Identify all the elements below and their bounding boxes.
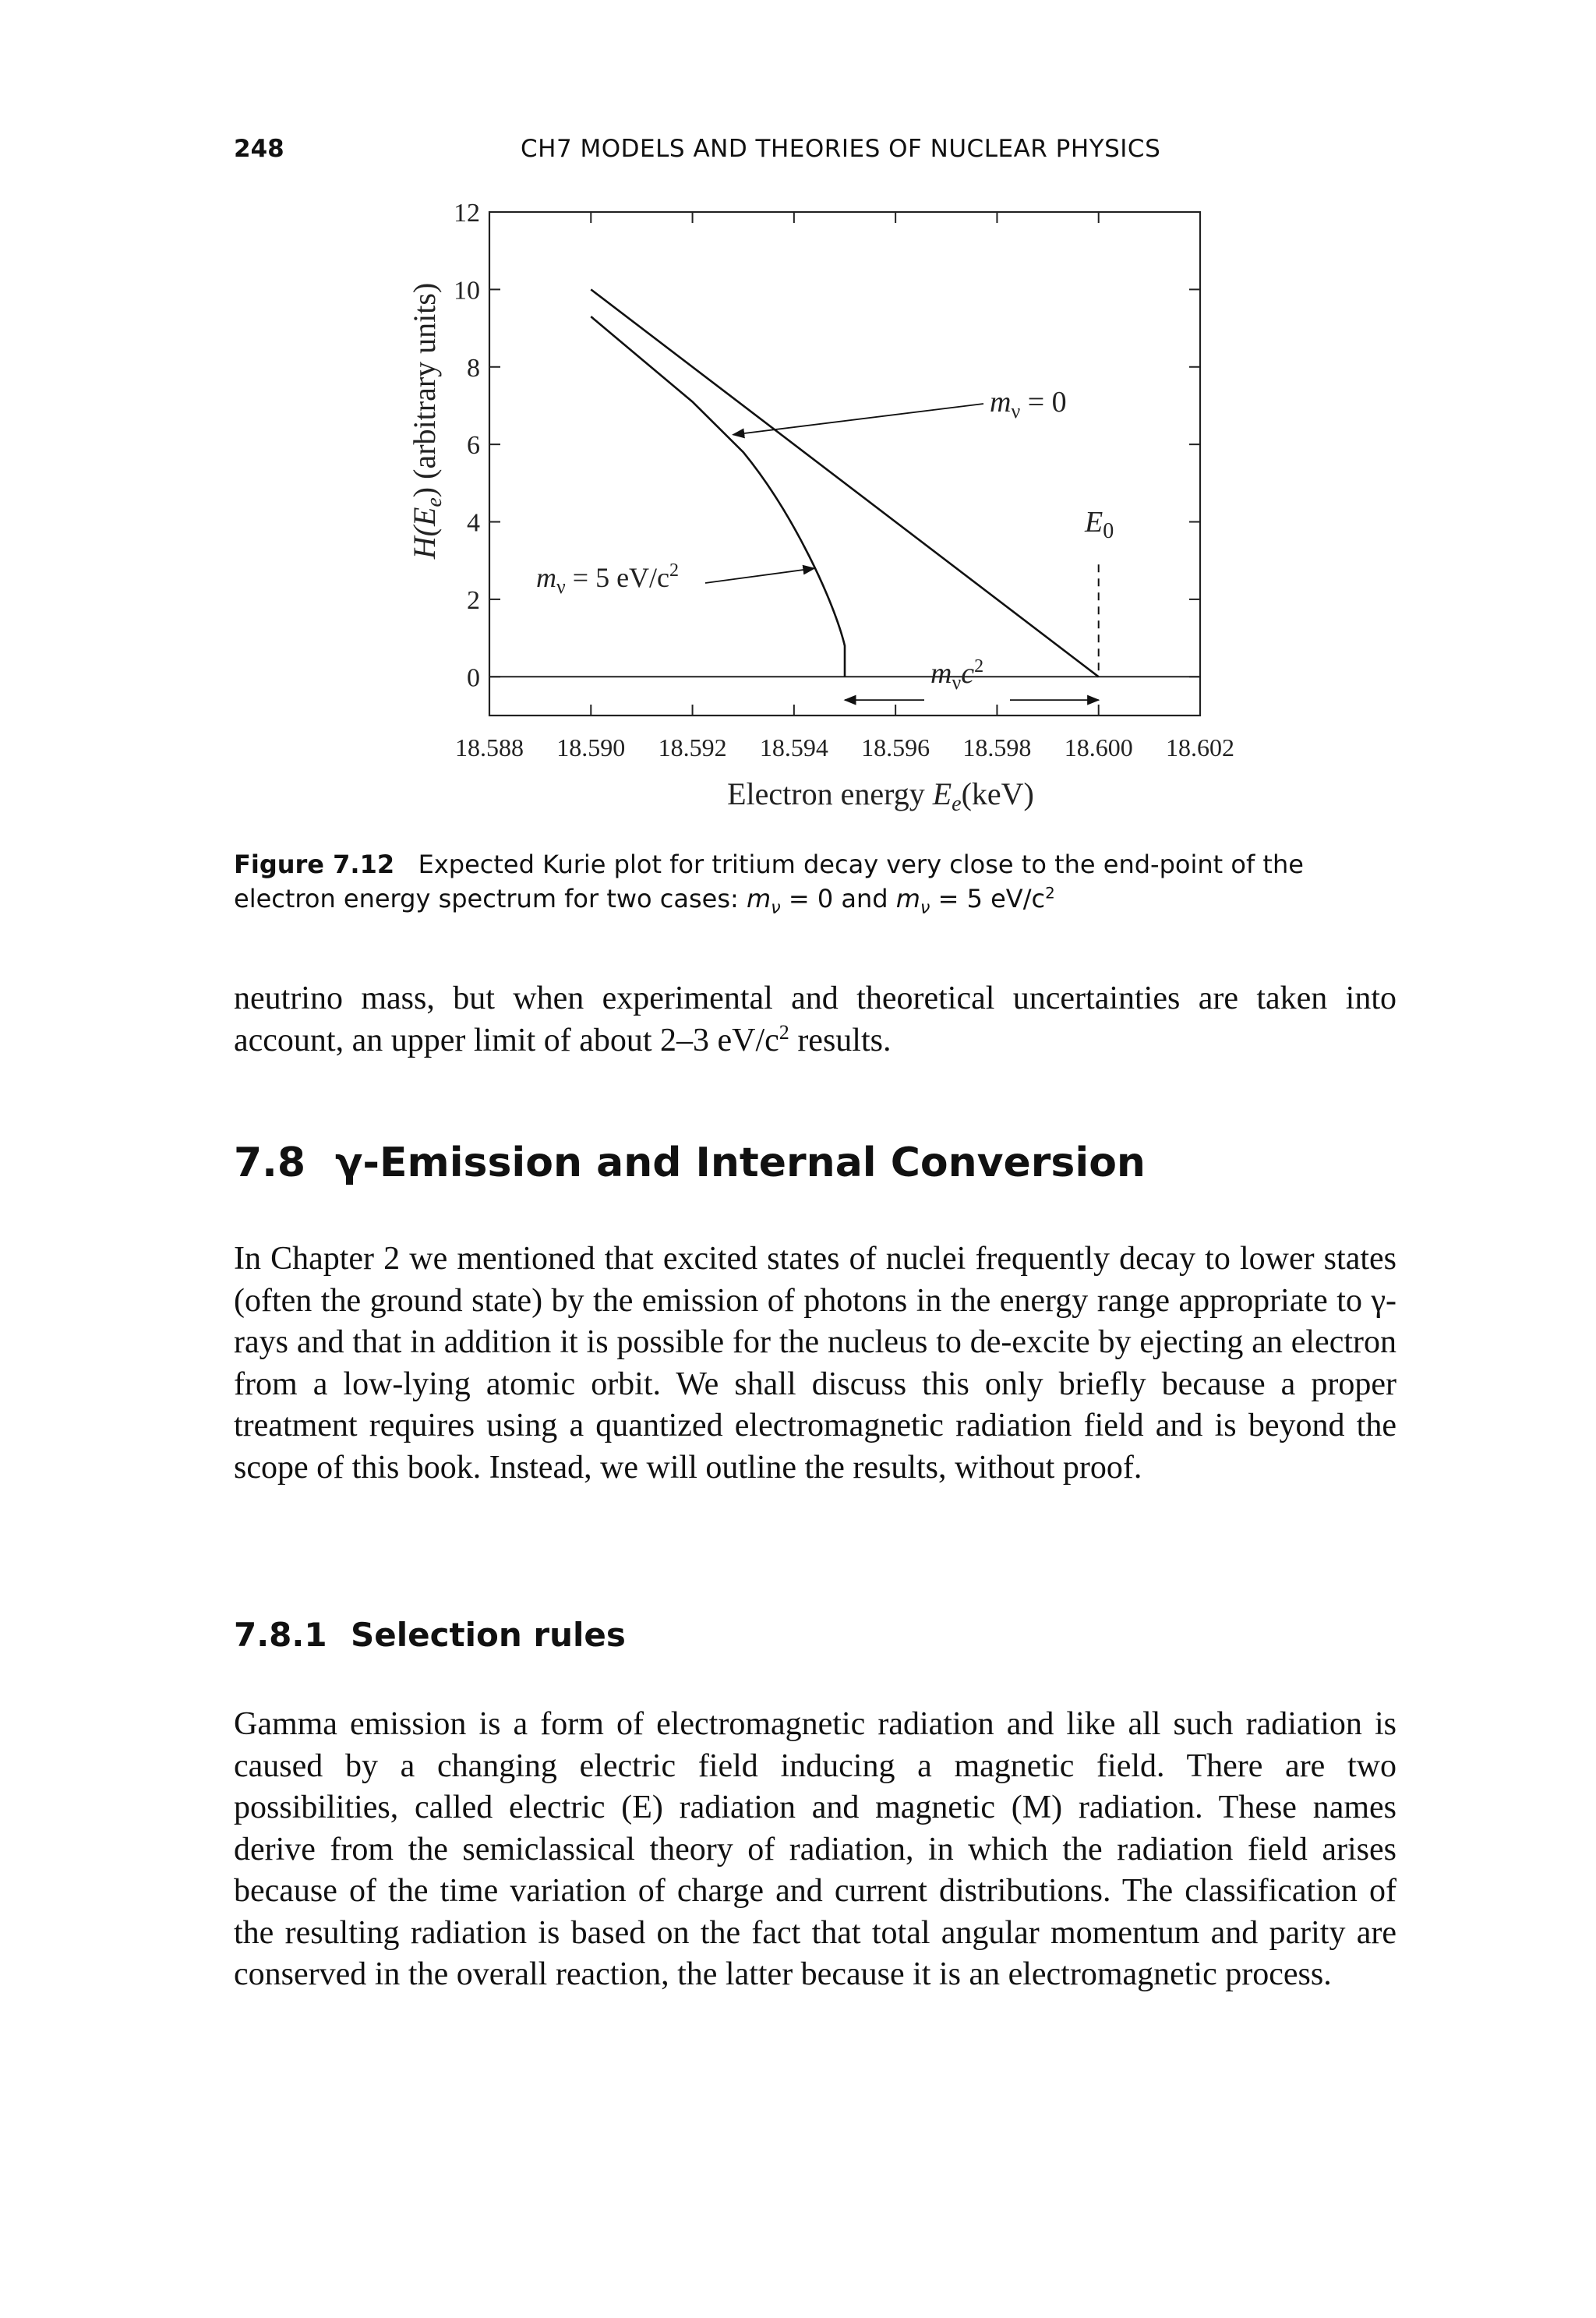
y-axis-label-rest: ) (arbitrary units) [407,282,442,498]
arrow-m-nu-zero [733,404,983,435]
label-mc2-var: m [930,657,952,690]
paragraph-continued [234,978,1396,1062]
figure-caption-label: Figure 7.12 [234,850,395,879]
caption-m1-sub: ν [771,897,781,918]
x-axis-label-main: Electron energy [727,776,933,811]
label-mc2-sub: ν [952,671,962,694]
y-tick-label: 10 [454,276,480,306]
arrow-m-nu-five [705,568,814,583]
x-tick-label: 18.590 [556,733,626,761]
label-m-nu-five-var: m [536,562,556,593]
y-tick-label: 2 [467,585,480,615]
label-mc2-rest: c [961,657,975,690]
caption-m1-rest: = 0 and [780,884,896,913]
x-axis-label-var: E [932,776,952,811]
label-m-nu-c-squared [930,656,983,694]
x-axis-label-sub: e [952,792,962,816]
x-tick-label: 18.594 [759,733,828,761]
subsection-number: 7.8.1 [234,1616,327,1654]
label-m-nu-five-rest: = 5 eV/c [565,562,670,593]
y-axis-label [407,283,447,560]
series-m-nu-five [591,316,845,677]
label-m-nu-five-sup: 2 [669,560,680,581]
y-tick-label: 0 [467,663,480,693]
chapter-title: CH7 MODELS AND THEORIES OF NUCLEAR PHYSICS [521,135,1161,163]
label-e-zero-sub: 0 [1103,519,1114,543]
y-tick-label: 4 [467,508,480,538]
label-e-zero [1084,506,1114,543]
paragraph-continued-text: neutrino mass, but when experimental and theoretical uncertainties are taken into account, an upper limit of about 2–3 eV/c [234,981,1396,1058]
label-m-nu-zero-var: m [990,386,1012,419]
y-tick-label: 8 [467,353,480,383]
label-m-nu-five [536,560,679,598]
caption-m2-sub: ν [920,897,930,918]
label-mc2-sup: 2 [974,656,984,677]
caption-m2-rest: = 5 eV/c [930,884,1046,913]
subsection-heading [234,1616,626,1654]
x-tick-label: 18.598 [962,733,1032,761]
label-m-nu-zero [990,386,1067,422]
paragraph-selection-rules: Gamma emission is a form of electromagnetic radiation and like all such radiation is caused by a changing electric field inducing a magnetic field. There are two possibilities, called electric (E) radiation and magnetic (M) radiation. These names derive from the semiclassical theory of radiation, in which the radiation field arises because of the time variation of charge and current distributions. The classification of the resulting radiation is based on the fact that total angular momentum and parity are conserved in the overall reaction, the latter because it is an electromagnetic process. [234,1706,1396,1992]
figure-caption-text: Expected Kurie plot for tritium decay very close to the end-point of the electron energy spectrum for two cases: [234,850,1304,913]
figure-caption [234,847,1395,924]
x-tick-label: 18.602 [1166,733,1234,761]
paragraph-intro: In Chapter 2 we mentioned that excited states of nuclei frequently decay to lower states (often the ground state) by the emission of photons in the energy range appropriate to γ-rays and that in addition it is possible for the nucleus to de-excite by ejecting an electron from a low-lying atomic orbit. We shall discuss this only briefly because a proper treatment requires using a quantized electromagnetic radiation field and is beyond the scope of this book. Instead, we will outline the results, without proof. [234,1241,1396,1486]
caption-m2: m [895,884,920,913]
kurie-plot-chart [0,0,1596,842]
caption-m1: m [746,884,772,913]
x-tick-label: 18.588 [455,733,524,761]
y-tick-label: 6 [467,431,480,461]
y-axis-label-var: H(E [407,507,442,560]
paragraph-continued-end: results. [789,1022,892,1058]
subsection-title: Selection rules [351,1616,626,1654]
x-tick-label: 18.600 [1064,733,1133,761]
plot-frame [489,212,1200,716]
x-tick-label: 18.592 [658,733,727,761]
label-m-nu-zero-rest: = 0 [1020,386,1067,419]
page-number: 248 [234,135,284,163]
section-heading [234,1140,1146,1186]
y-tick-label: 12 [454,199,480,228]
section-number: 7.8 [234,1140,306,1186]
x-tick-label: 18.596 [861,733,930,761]
paragraph-continued-sup: 2 [779,1020,789,1044]
x-axis-label-unit: (keV) [961,776,1034,811]
x-axis-label [727,776,1034,816]
section-title: γ-Emission and Internal Conversion [335,1140,1146,1186]
label-m-nu-zero-sub: ν [1011,400,1021,422]
caption-m2-sup: 2 [1045,884,1055,903]
y-axis-label-sub: e [422,497,447,507]
kurie-plot-figure [0,0,1596,842]
label-e-zero-var: E [1085,506,1103,539]
label-m-nu-five-sub: ν [556,575,566,598]
series-m-nu-zero [591,289,1098,677]
